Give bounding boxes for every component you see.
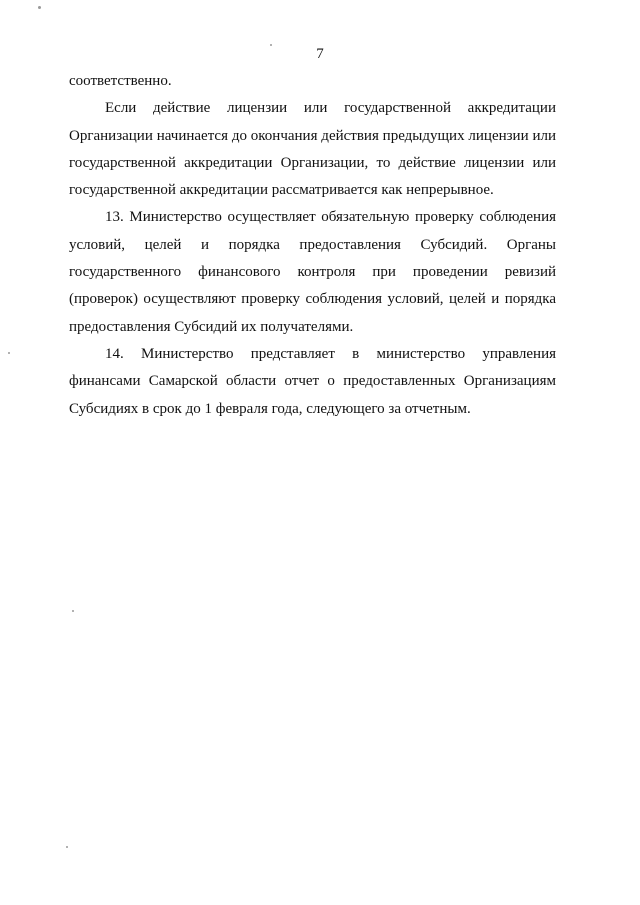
document-body <box>69 68 556 423</box>
paragraph-continuation: соответственно. <box>69 73 172 89</box>
scan-speck <box>66 846 68 848</box>
page-number: 7 <box>316 46 324 62</box>
paragraph-clause-13: 13. Министерство осуществляет обязательную проверку соблюдения условий, целей и порядка предоставления Субсидий. Органы государственного финансового контроля при проведении ревизий (проверок) осуществляют проверку соблюдения условий, целей и порядка предоставления Субсидий их получателями. <box>69 209 556 335</box>
scan-speck <box>8 352 10 354</box>
paragraph-clause-14: 14. Министерство представляет в министерство управления финансами Самарской области отчет о предоставленных Организациям Субсидиях в срок до 1 февраля года, следующего за отчетным. <box>69 345 556 417</box>
scan-speck <box>72 610 74 612</box>
paragraph-license-accreditation: Если действие лицензии или государственной аккредитации Организации начинается до окончания действия предыдущих лицензии или государственной аккредитации Организации, то действие лицензии или государственной аккредитации рассматривается как непрерывное. <box>69 100 556 199</box>
scan-speck <box>38 6 41 9</box>
